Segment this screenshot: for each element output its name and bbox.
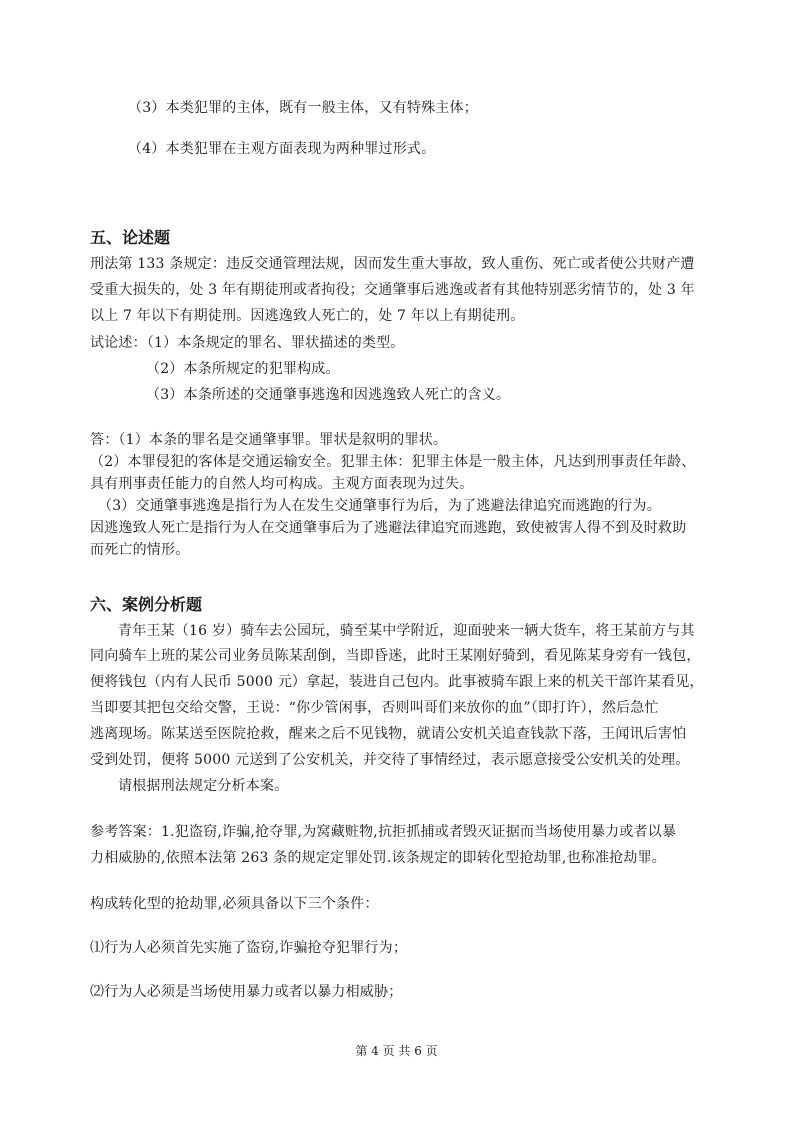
- answer-line: 答：（1）本条的罪名是交通肇事罪。罪状是叙明的罪状。: [90, 432, 448, 448]
- case-line: 逃离现场。陈某送至医院抢救，醒来之后不见钱物，就请公安机关追查钱款下落，王闻讯后害怕: [90, 726, 687, 742]
- case-line: 受到处罚，便将 5000 元送到了公安机关，并交待了事情经过，表示愿意接受公安机关的处理。: [90, 752, 690, 768]
- question-prompt: 试论述：（1）本条规定的罪名、罪状描述的类型。: [90, 335, 405, 351]
- page-footer: 第 4 页 共 6 页: [355, 1044, 438, 1058]
- top-item-4: （4）本类犯罪在主观方面表现为两种罪过形式。: [128, 141, 436, 157]
- answer-line: （3）交通肇事逃逸是指行为人在发生交通肇事行为后，为了逃避法律追究而逃跑的行为。: [98, 498, 661, 514]
- section-6-heading: 六、案例分析题: [90, 595, 203, 614]
- answer-line: 具有刑事责任能力的自然人均可构成。主观方面表现为过失。: [90, 476, 474, 492]
- reference-answer-line: 力相威胁的,依照本法第 263 条的规定定罪处罚.该条规定的即转化型抢劫罪,也称准抢劫罪。: [90, 850, 666, 866]
- case-line: 青年王某（16 岁）骑车去公园玩，骑至某中学附近，迎面驶来一辆大货车，将王某前方与其: [118, 623, 695, 639]
- condition-item: ⑴行为人必须首先实施了盗窃,诈骗抢夺犯罪行为；: [90, 940, 408, 956]
- condition-item: ⑵行为人必须是当场使用暴力或者以暴力相威胁；: [90, 984, 403, 1000]
- case-line: 便将钱包（内有人民币 5000 元）拿起，装进自己包内。此事被骑车跟上来的机关干部许某看见，: [90, 674, 704, 690]
- question-sub-item: （3）本条所述的交通肇事逃逸和因逃逸致人死亡的含义。: [146, 387, 511, 403]
- case-line: 同向骑车上班的某公司业务员陈某刮倒，当即昏迷，此时王某刚好骑到，看见陈某身旁有一钱包，: [90, 648, 701, 664]
- question-line: 刑法第 133 条规定：违反交通管理法规，因而发生重大事故，致人重伤、死亡或者使公共财产遭: [90, 256, 695, 272]
- answer-line: 而死亡的情形。: [90, 542, 190, 558]
- question-line: 以上 7 年以下有期徒刑。因逃逸致人死亡的，处 7 年以上有期徒刑。: [90, 308, 525, 324]
- question-sub-item: （2）本条所规定的犯罪构成。: [146, 361, 340, 377]
- answer-line: （2）本罪侵犯的客体是交通运输安全。犯罪主体：犯罪主体是一般主体，凡达到刑事责任年龄、: [90, 454, 696, 470]
- case-line: 当即要其把包交给交警，王说：“你少管闲事，否则叫哥们来放你的血”（即打许），然后急忙: [90, 700, 659, 716]
- case-instruction: 请根据刑法规定分析本案。: [118, 778, 289, 794]
- reference-answer-line: 参考答案：1.犯盗窃,诈骗,抢夺罪,为窝藏赃物,抗拒抓捕或者毁灭证据而当场使用暴力或者以暴: [90, 824, 677, 840]
- answer-line: 因逃逸致人死亡是指行为人在交通肇事后为了逃避法律追究而逃跑，致使被害人得不到及时救助: [90, 520, 687, 536]
- conditions-intro: 构成转化型的抢劫罪,必须具备以下三个条件：: [90, 896, 379, 912]
- section-5-heading: 五、论述题: [90, 228, 171, 247]
- question-line: 受重大损失的，处 3 年有期徒刑或者拘役；交通肇事后逃逸或者有其他特别恶劣情节的，处 3 年: [90, 282, 695, 298]
- top-item-3: （3）本类犯罪的主体，既有一般主体，又有特殊主体；: [128, 100, 478, 116]
